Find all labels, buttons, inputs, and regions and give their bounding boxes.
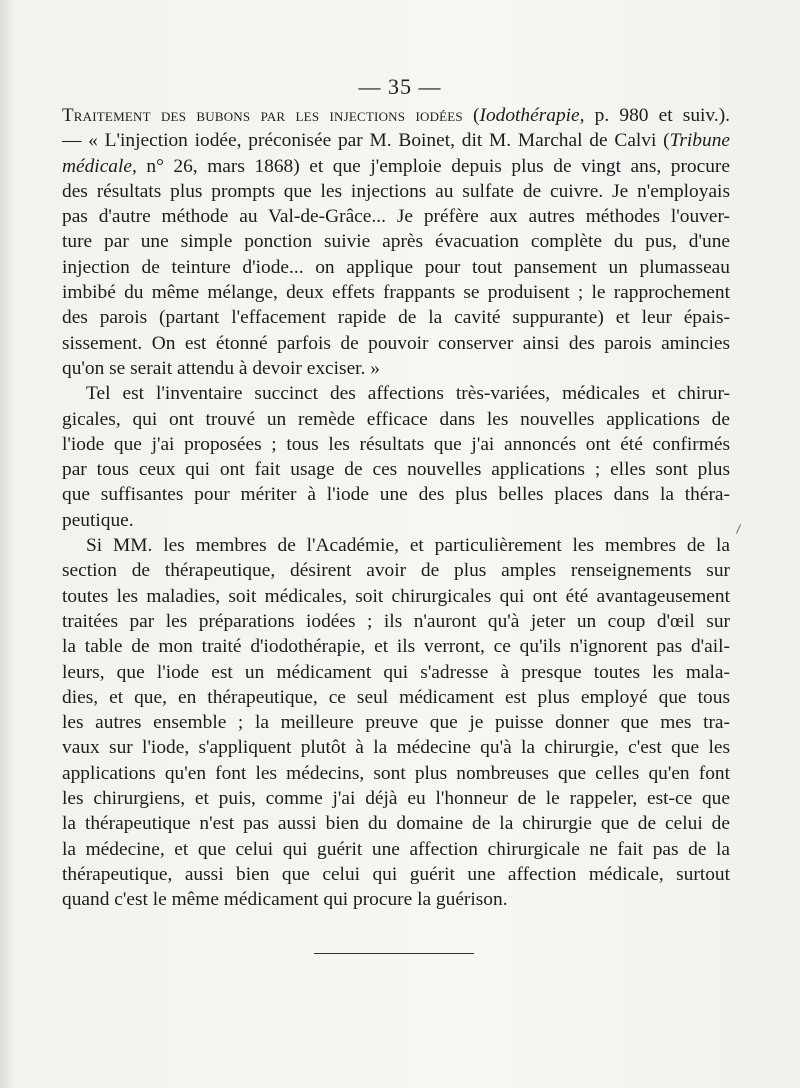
page-number: — 35 —: [358, 74, 442, 99]
text-line: médicale, n° 26, mars 1868) et que j'emploie depuis plus de vingt ans, procure: [62, 155, 730, 177]
margin-mark: [736, 524, 741, 533]
text-line: sissement. On est étonné parfois de pouvoir conserver ainsi des parois amincies: [62, 332, 730, 354]
text-line: vaux sur l'iode, s'appliquent plutôt à la médecine qu'à la chirurgie, c'est que les: [62, 737, 730, 759]
text-line: des résultats plus prompts que les injections au sulfate de cuivre. Je n'employais: [62, 180, 730, 202]
text-line: — « L'injection iodée, préconisée par M. Boinet, dit M. Marchal de Calvi (Tribune: [62, 130, 730, 152]
text-line: qu'on se serait attendu à devoir exciser. »: [62, 357, 380, 379]
paragraph-3: [62, 533, 730, 912]
text-line: pas d'autre méthode au Val-de-Grâce... Je préfère aux autres méthodes l'ouver-: [62, 206, 730, 228]
text-line: Tel est l'inventaire succinct des affections très-variées, médicales et chirur-: [86, 383, 730, 405]
text-line: la thérapeutique n'est pas aussi bien du domaine de la chirurgie que de celui de: [62, 813, 730, 835]
text-line: dies, et que, en thérapeutique, ce seul médicament est plus employé que tous: [62, 686, 730, 708]
text-line: Si MM. les membres de l'Académie, et particulièrement les membres de la: [86, 535, 730, 557]
text-line: imbibé du même mélange, deux effets frappants se produisent ; le rapprochement: [62, 282, 730, 304]
text-line: peutique.: [62, 509, 134, 531]
text-line: section de thérapeutique, désirent avoir de plus amples renseignements sur: [62, 560, 730, 582]
text-line: ture par une simple ponction suivie après évacuation complète du pus, d'une: [62, 231, 730, 253]
text-line: injection de teinture d'iode... on applique pour tout pansement un plumasseau: [62, 256, 730, 278]
text-line: leurs, que l'iode est un médicament qui s'adresse à presque toutes les mala-: [62, 661, 730, 683]
paragraph-1: [62, 103, 730, 381]
text-line: la médecine, et que celui qui guérit une affection chirurgicale ne fait pas de la: [62, 838, 730, 860]
text-line: quand c'est le même médicament qui procure la guérison.: [62, 889, 508, 911]
text-line: que suffisantes pour mériter à l'iode une des plus belles places dans la théra-: [62, 484, 730, 506]
text-line: Traitement des bubons par les injections iodées (Iodothérapie, p. 980 et suiv.).: [62, 105, 730, 126]
text-line: la table de mon traité d'iodothérapie, et ils verront, ce qu'ils n'ignorent pas d'ail-: [62, 636, 730, 658]
closing-rule: [314, 953, 474, 954]
text-line: par tous ceux qui ont fait usage de ces nouvelles applications ; elles sont plus: [62, 459, 730, 481]
text-line: thérapeutique, aussi bien que celui qui guérit une affection médicale, surtout: [62, 863, 730, 885]
text-line: des parois (partant l'effacement rapide de la cavité suppurante) et leur épais-: [62, 307, 730, 329]
body-text: [62, 103, 730, 913]
text-line: applications qu'en font les médecins, sont plus nombreuses que celles qu'en font: [62, 762, 730, 784]
text-line: les autres ensemble ; la meilleure preuve que je puisse donner que mes tra-: [62, 712, 730, 734]
text-line: l'iode que j'ai proposées ; tous les résultats que j'ai annoncés ont été confirmés: [62, 433, 730, 455]
text-line: traitées par les préparations iodées ; ils n'auront qu'à jeter un coup d'œil sur: [62, 610, 730, 632]
text-line: les chirurgiens, et puis, comme j'ai déjà eu l'honneur de le rappeler, est-ce que: [62, 788, 730, 810]
text-line: toutes les maladies, soit médicales, soit chirurgicales qui ont été avantageusement: [62, 585, 730, 607]
paragraph-2: [62, 381, 730, 533]
text-line: gicales, qui ont trouvé un remède efficace dans les nouvelles applications de: [62, 408, 730, 430]
